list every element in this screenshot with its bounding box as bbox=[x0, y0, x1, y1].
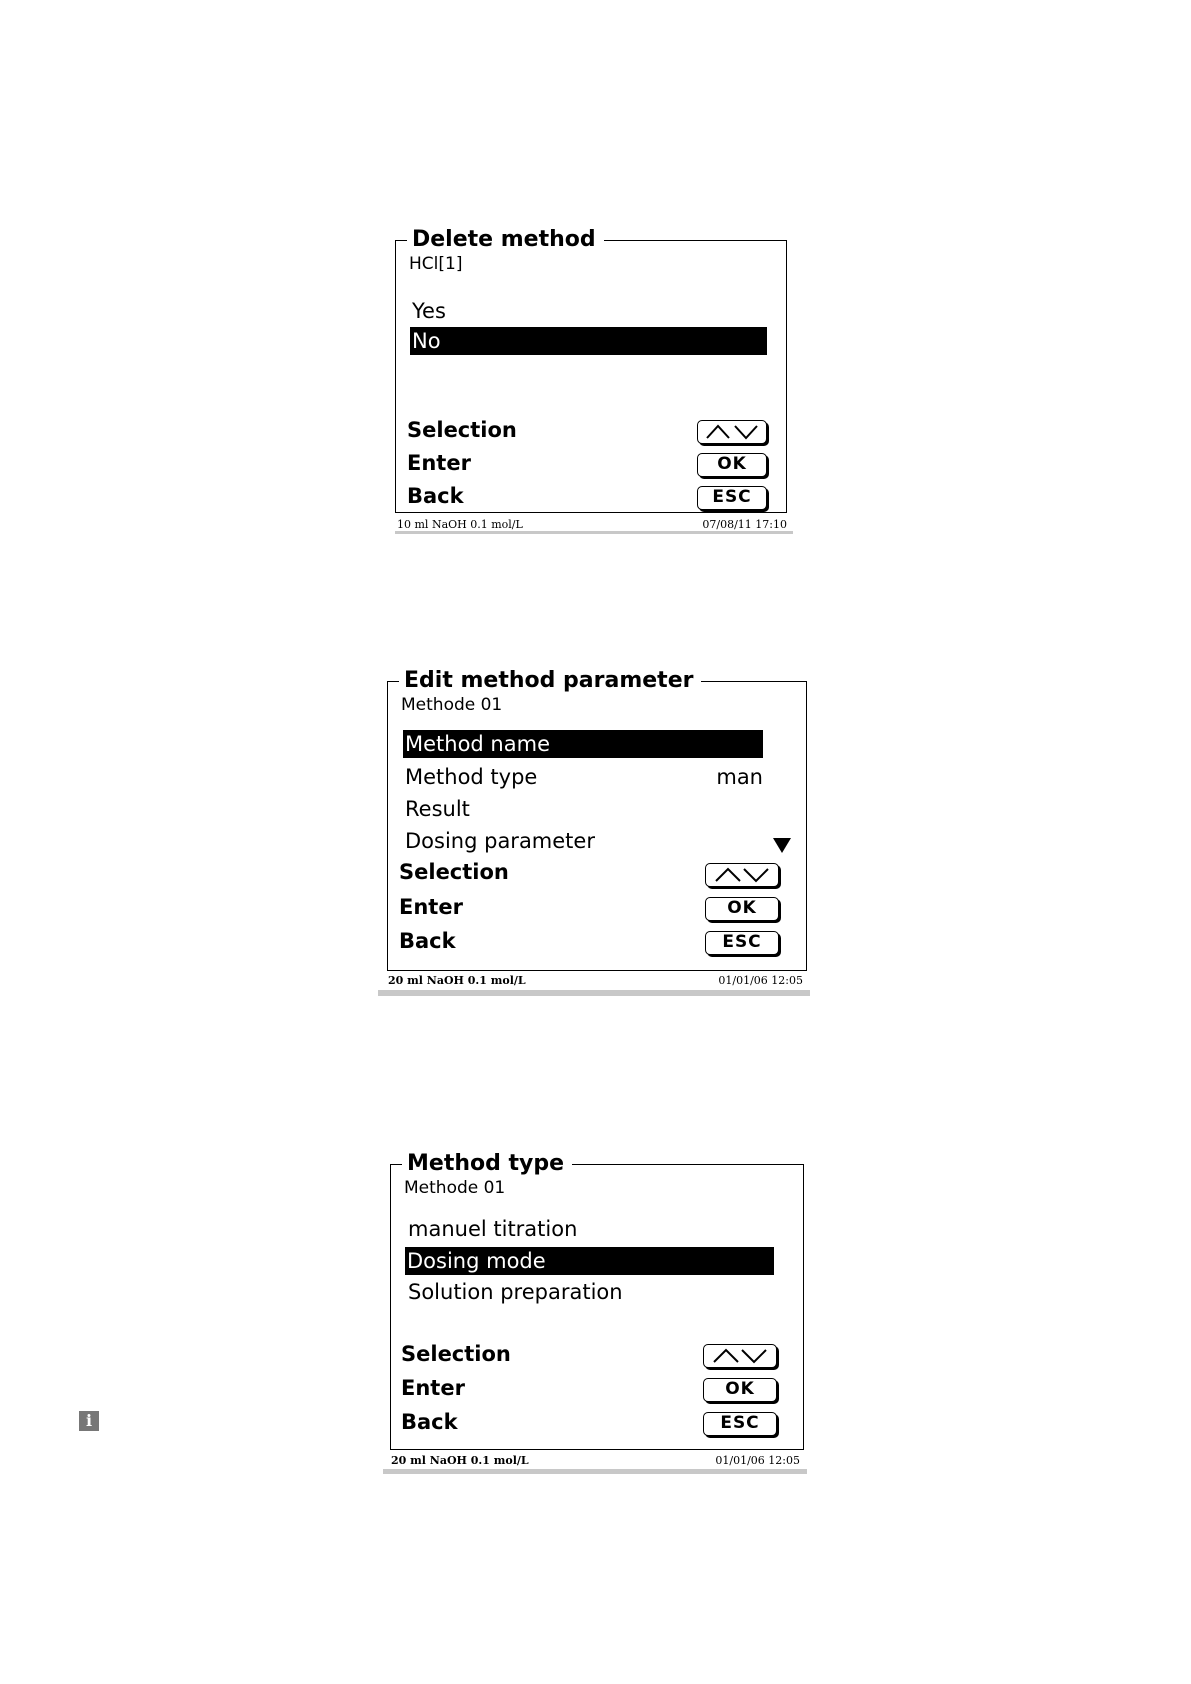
selection-label: Selection bbox=[399, 860, 509, 884]
status-right: 01/01/06 12:05 bbox=[715, 1454, 800, 1467]
status-bar-underline bbox=[395, 531, 793, 534]
scroll-down-arrow-icon bbox=[773, 838, 791, 853]
page-subtitle: Methode 01 bbox=[401, 695, 503, 715]
enter-label: Enter bbox=[401, 1376, 465, 1400]
menu-item-solution-preparation[interactable] bbox=[406, 1278, 774, 1306]
page-title: Edit method parameter bbox=[399, 669, 701, 693]
screen-edit-method-parameter bbox=[387, 668, 807, 1006]
menu-item-dosing-parameter[interactable] bbox=[403, 827, 763, 855]
menu-item-result[interactable] bbox=[403, 795, 763, 823]
back-label: Back bbox=[399, 929, 456, 953]
menu-item-label: Dosing parameter bbox=[405, 829, 595, 853]
enter-label: Enter bbox=[399, 895, 463, 919]
menu-item-label: Method type bbox=[405, 765, 538, 789]
status-right: 01/01/06 12:05 bbox=[718, 974, 803, 987]
status-left: 20 ml NaOH 0.1 mol/L bbox=[391, 1454, 529, 1467]
up-down-key[interactable] bbox=[703, 1344, 777, 1368]
up-down-key[interactable] bbox=[705, 863, 779, 887]
info-icon: i bbox=[79, 1411, 99, 1431]
selection-label: Selection bbox=[407, 418, 517, 442]
menu-item-label: Dosing mode bbox=[407, 1249, 546, 1273]
menu-item-label: manuel titration bbox=[408, 1217, 578, 1241]
menu-item-label: Yes bbox=[412, 299, 446, 323]
back-label: Back bbox=[407, 484, 464, 508]
ok-key[interactable]: OK bbox=[705, 897, 779, 921]
back-label: Back bbox=[401, 1410, 458, 1434]
status-bar-underline bbox=[383, 1469, 807, 1474]
esc-key[interactable]: ESC bbox=[703, 1412, 777, 1436]
menu-item-dosing-mode[interactable] bbox=[405, 1247, 774, 1275]
menu-item-label: Method name bbox=[405, 732, 550, 756]
menu-item-label: Result bbox=[405, 797, 470, 821]
menu-item-manuel-titration[interactable] bbox=[406, 1215, 774, 1243]
esc-key[interactable]: ESC bbox=[705, 931, 779, 955]
status-left: 10 ml NaOH 0.1 mol/L bbox=[397, 518, 523, 531]
page-title: Method type bbox=[402, 1152, 572, 1176]
page-subtitle: HCl[1] bbox=[409, 254, 463, 274]
menu-item-label: No bbox=[412, 329, 441, 353]
menu-item-label: Solution preparation bbox=[408, 1280, 623, 1304]
up-down-key[interactable] bbox=[697, 420, 767, 444]
menu-item-yes[interactable] bbox=[410, 297, 752, 325]
page-title: Delete method bbox=[407, 228, 604, 252]
up-down-arrows-icon bbox=[704, 423, 760, 440]
selection-label: Selection bbox=[401, 1342, 511, 1366]
menu-item-method-name[interactable] bbox=[403, 730, 763, 758]
ok-key[interactable]: OK bbox=[703, 1378, 777, 1402]
status-bar-underline bbox=[378, 990, 810, 996]
menu-item-method-type[interactable] bbox=[403, 763, 763, 791]
page-subtitle: Methode 01 bbox=[404, 1178, 506, 1198]
esc-key[interactable]: ESC bbox=[697, 486, 767, 510]
ok-key[interactable]: OK bbox=[697, 453, 767, 477]
status-right: 07/08/11 17:10 bbox=[702, 518, 787, 531]
screen-method-type bbox=[390, 1151, 810, 1484]
menu-item-no[interactable] bbox=[410, 327, 767, 355]
screen-delete-method bbox=[395, 227, 795, 540]
method-type-value: man bbox=[716, 765, 763, 789]
up-down-arrows-icon bbox=[711, 1347, 769, 1364]
up-down-arrows-icon bbox=[713, 866, 771, 883]
enter-label: Enter bbox=[407, 451, 471, 475]
status-left: 20 ml NaOH 0.1 mol/L bbox=[388, 974, 526, 987]
screen-frame bbox=[390, 1164, 804, 1450]
